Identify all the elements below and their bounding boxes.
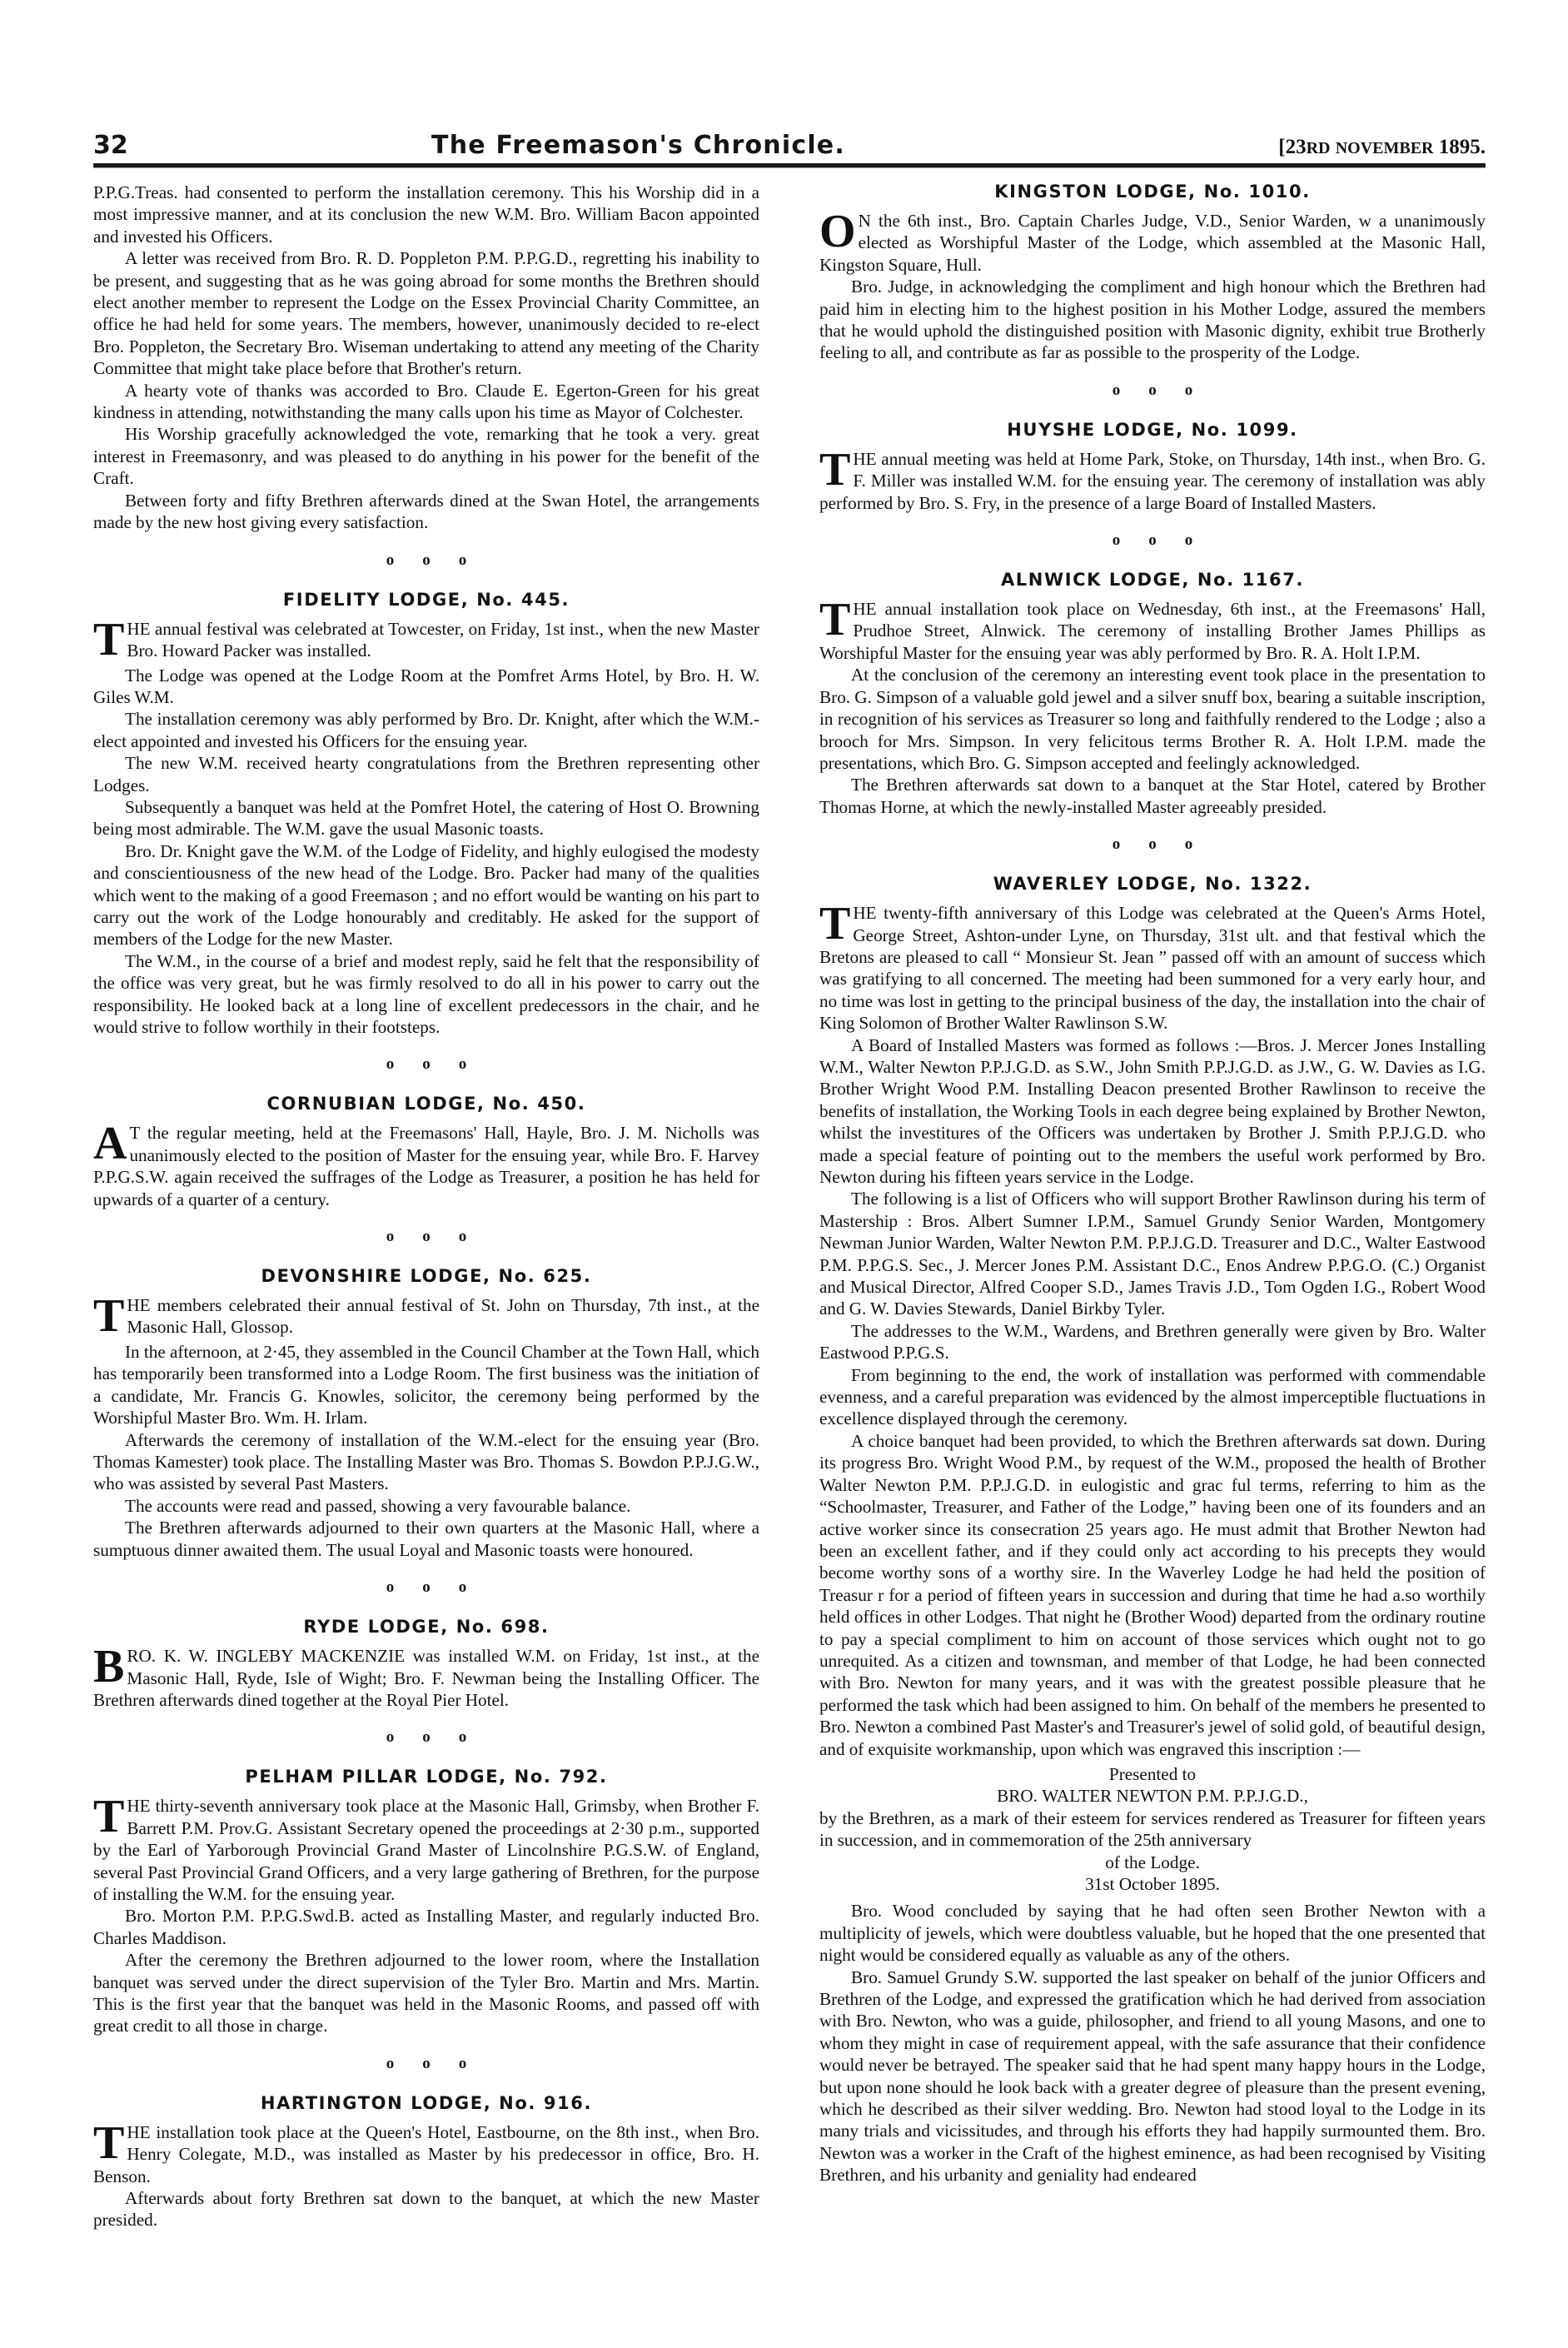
lead-paragraph: THE members celebrated their annual festival of St. John on Thursday, 7th inst., at the Masonic Hall, Glossop.	[93, 1290, 759, 1343]
paragraph: After the ceremony the Brethren adjourned to the lower room, where the Installation banquet was served under the direct supervision of the Tyler Bro. Martin and Mrs. Martin. This is the first year that the banquet was held in the Masonic Rooms, and passed off with great credit to all those in charge.	[93, 1950, 759, 2036]
paragraph: A choice banquet had been provided, to which the Brethren afterwards sat down. During its progress Bro. Wright Wood P.M., by request of the W.M., proposed the health of Brother Walter Newton P.M. P.P.J.G.D. in eulogistic and grac ful terms, referring to him as the “Schoolmaster, Treasurer, and Father of the Lodge,” having been one of its founders and an active worker since its consecration 25 years ago. He must admit that Brother Newton had been an excellent father, and if they could only act according to his precepts they would become worthy sons of a worthy sire. In the Waverley Lodge he had held the position of Treasur r for a period of fifteen years in succession and during that time he had a.so worthily held offices in other Lodges. That night he (Brother Wood) departed from the ordinary routine to pay a special compliment to him on account of those services which ought not to go unrequited. As a citizen and townsman, and member of that Lodge, he had been connected with Bro. Newton for many years, and it was with the greatest possible pleasure that he performed the task which had been assigned to him. On behalf of the members he presented to Bro. Newton a combined Past Master's and Treasurer's jewel of solid gold, of beautiful design, and of exquisite workmanship, upon which was engraved this inscription :—	[819, 1430, 1486, 1759]
lead-paragraph: THE annual installation took place on Wednesday, 6th inst., at the Freemasons' Hall, Prudhoe Street, Alnwick. The ceremony of installing Brother James Phillips as Worshipful Master for the ensuing year was ably performed by Bro. R. A. Holt I.P.M.	[819, 594, 1486, 663]
paragraph: The addresses to the W.M., Wardens, and Brethren generally were given by Bro. Walter Eastwood P.P.G.S.	[819, 1320, 1486, 1363]
right-column	[819, 182, 1486, 2231]
lodge-heading: FIDELITY LODGE, No. 445.	[282, 589, 570, 610]
section-divider: ooo	[386, 1055, 495, 1074]
paragraph: The new W.M. received hearty congratulations from the Brethren representing other Lodges.	[93, 753, 759, 795]
inscription-line-lodge: of the Lodge.	[1105, 1852, 1200, 1872]
paragraph: The Brethren afterwards sat down to a banquet at the Star Hotel, catered by Brother Thomas Horne, at which the newly-installed Master agreeably presided.	[819, 775, 1486, 817]
section-divider: ooo	[1112, 531, 1222, 550]
drop-cap: T	[819, 898, 851, 950]
paragraph: At the conclusion of the ceremony an interesting event took place in the presentation to Bro. G. Simpson of a valuable gold jewel and a silver snuff box, bearing a suitable inscription, in recognition of his services as Treasurer so long and faithfully rendered to the Lodge ; also a brooch for Mrs. Simpson. In very felicitous terms Brother R. A. Holt I.P.M. made the presentations, which Bro. G. Simpson accepted and feelingly acknowledged.	[819, 665, 1486, 773]
paragraph: The accounts were read and passed, showing a very favourable balance.	[125, 1495, 631, 1516]
paragraph: A Board of Installed Masters was formed as follows :—Bros. J. Mercer Jones Installing W.M., Walter Newton P.P.J.G.D. as S.W., John Smith P.P.J.G.D. as J.W., G. W. Davies as I.G. Brother Wright Wood P.M. Installing Deacon presented Brother Rawlinson to receive the benefits of installation, the Working Tools in each degree being explained by Brother Newton, whilst the investitures of the Officers was undertaken by Brother J. Smith P.P.J.G.D. who made a special feature of pointing out to the members the useful work performed by Bro. Newton during his fifteen years service in the Lodge.	[819, 1034, 1486, 1187]
lead-paragraph: THE annual festival was celebrated at Towcester, on Friday, 1st inst., when the new Master Bro. Howard Packer was installed.	[93, 613, 759, 666]
continued-paragraph: A hearty vote of thanks was accorded to Bro. Claude E. Egerton-Green for his great kindness in attending, notwithstanding the many calls upon his time as Mayor of Colchester.	[93, 380, 759, 423]
inscription-bro-prefix: BRO.	[997, 1786, 1043, 1807]
paragraph: Afterwards about forty Brethren sat down to the banquet, at which the new Master presided.	[93, 2188, 759, 2231]
masthead-rule	[93, 163, 1486, 167]
lodge-heading: PELHAM PILLAR LODGE, No. 792.	[245, 1767, 608, 1787]
lead-paragraph: THE thirty-seventh anniversary took place at the Masonic Hall, Grimsby, when Brother F. Barrett P.M. Prov.G. Assistant Secretary opened the proceedings at 2·30 p.m., supported by the Earl of Yarborough Provincial Grand Master of Lincolnshire P.G.S.W. of England, several Past Provincial Grand Officers, and a very large gathering of Brethren, for the purpose of installing the W.M. for the ensuing year.	[93, 1791, 759, 1904]
page-number: 32	[93, 131, 128, 160]
drop-cap: T	[93, 613, 125, 666]
paragraph: From beginning to the end, the work of installation was performed with commendable evenness, and a careful preparation was evidenced by the almost imperceptible fluctuations in excellence displayed through the ceremony.	[819, 1364, 1486, 1429]
drop-cap: T	[93, 1791, 125, 1843]
paragraph: Bro. Dr. Knight gave the W.M. of the Lodge of Fidelity, and highly eulogised the modesty and conscientiousness of the new head of the Lodge. Bro. Packer had many of the qualities which went to the making of a good Freemason ; and no effort would be wanting on his part to carry out the work of the Lodge honourably and creditably. He asked for the support of members of the Lodge for the new Master.	[93, 840, 759, 950]
lodge-heading: CORNUBIAN LODGE, No. 450.	[266, 1094, 586, 1114]
left-column	[93, 182, 759, 2231]
inscription-honours: P.M. P.P.J.G.D.,	[1192, 1786, 1308, 1807]
paragraph: The Brethren afterwards adjourned to their own quarters at the Masonic Hall, where a sumptuous dinner awaited them. The usual Loyal and Masonic toasts were honoured.	[93, 1518, 759, 1560]
drop-cap: A	[93, 1118, 127, 1170]
lodge-heading: WAVERLEY LODGE, No. 1322.	[993, 874, 1312, 895]
paragraph: Bro. Morton P.M. P.P.G.Swd.B. acted as Installing Master, and regularly inducted Bro. Charles Maddison.	[93, 1906, 759, 1948]
section-divider: ooo	[386, 2054, 495, 2072]
paragraph: Bro. Wood concluded by saying that he had often seen Brother Newton with a multiplicity of jewels, which were doubtless valuable, but he hoped that the one presented that night would be considered equally as valuable as any of the others.	[819, 1901, 1486, 1966]
date-month: NOVEMBER	[1335, 139, 1434, 157]
section-divider: ooo	[386, 1228, 495, 1246]
drop-cap: T	[819, 443, 851, 496]
paragraph: The following is a list of Officers who will support Brother Rawlinson during his term of Mastership : Bros. Albert Sumner I.P.M., Samuel Grundy Senior Warden, Montgomery Newman Junior Warden, Walter Newton P.M. P.P.J.G.D. Treasurer and D.C., Walter Eastwood P.M. P.P.G.S. Sec., J. Mercer Jones P.M. Assistant D.C., Enos Andrew P.P.G.O. (C.) Organist and Musical Director, Alfred Cooper S.D., James Travis J.D., Tom Ogden I.G., Robert Wood and G. W. Davies Stewards, Daniel Birkby Tyler.	[819, 1189, 1486, 1319]
inscription-line-name	[819, 1785, 1486, 1807]
lodge-heading: HARTINGTON LODGE, No. 916.	[260, 2092, 593, 2113]
date-year: 1895.	[1438, 136, 1486, 158]
publication-title: The Freemason's Chronicle.	[431, 131, 845, 160]
drop-cap: O	[819, 206, 856, 257]
lodge-heading: DEVONSHIRE LODGE, No. 625.	[261, 1266, 592, 1287]
lodge-heading: RYDE LODGE, No. 698.	[303, 1617, 550, 1638]
lead-paragraph: A T the regular meeting, held at the Freemasons' Hall, Hayle, Bro. J. M. Nicholls was unanimously elected to the position of Master for the ensuing year, while Bro. F. Harvey P.P.G.S.W. again received the suffrages of the Lodge as Treasurer, a position he has held for upwards of a quarter of a century.	[93, 1118, 759, 1209]
issue-date	[1278, 137, 1486, 160]
section-divider: ooo	[386, 1578, 495, 1597]
drop-cap: T	[93, 1290, 125, 1343]
paragraph: The W.M., in the course of a brief and modest reply, said he felt that the responsibility of the office was very great, but he was firmly resolved to do all in his power to carry out the responsibility. He looked back at a long line of excellent predecessors in the chair, and he would strive to follow worthily in their footsteps.	[93, 950, 759, 1037]
section-divider: ooo	[386, 1728, 495, 1747]
drop-cap: B	[93, 1641, 125, 1693]
continued-paragraph: His Worship gracefully acknowledged the vote, remarking that he took a very. great interest in Freemasonry, and was pleased to do anything in his power for the benefit of the Craft.	[93, 424, 759, 489]
paragraph: The installation ceremony was ably performed by Bro. Dr. Knight, after which the W.M.-elect appointed and invested his Officers for the ensuing year.	[93, 709, 759, 751]
lead-paragraph: THE annual meeting was held at Home Park, Stoke, on Thursday, 14th inst., when Bro. G. F. Miller was installed W.M. for the ensuing year. The ceremony of installation was ably performed by Bro. S. Fry, in the presence of a large Board of Installed Masters.	[819, 443, 1486, 513]
paragraph: Bro. Judge, in acknowledging the compliment and high honour which the Brethren had paid him in electing him to the highest position in his Mother Lodge, assured the members that he would uphold the distinguished position with Masonic dignity, exhibit true Brotherly feeling to all, and contribute as far as possible to the prosperity of the Lodge.	[819, 277, 1486, 363]
lead-paragraph: O N the 6th inst., Bro. Captain Charles Judge, V.D., Senior Warden, w a unanimously elected as Worshipful Master of the Lodge, which assembled at the Masonic Hall, Kingston Square, Hull.	[819, 206, 1486, 275]
inscription-honouree: WALTER NEWTON	[1042, 1786, 1192, 1807]
inscription-line-date: 31st October 1895.	[1085, 1874, 1220, 1894]
section-divider: ooo	[1112, 381, 1222, 399]
date-ordinal: RD	[1306, 139, 1331, 157]
paragraph: The Lodge was opened at the Lodge Room at the Pomfret Arms Hotel, by Bro. H. W. Giles W.M.	[93, 665, 759, 707]
inscription-line-body: by the Brethren, as a mark of their esteem for services rendered as Treasurer for fifteen years in succession, and in commemoration of the 25th anniversary	[819, 1807, 1486, 1851]
continued-paragraph: P.P.G.Treas. had consented to perform the installation ceremony. This his Worship did in a most impressive manner, and at its conclusion the new W.M. Bro. William Bacon appointed and invested his Officers.	[93, 182, 759, 247]
date-bracket: [	[1278, 136, 1286, 158]
paragraph: Subsequently a banquet was held at the Pomfret Hotel, the catering of Host O. Browning being most admirable. The W.M. gave the usual Masonic toasts.	[93, 796, 759, 840]
paragraph: Bro. Samuel Grundy S.W. supported the last speaker on behalf of the junior Officers and Brethren of the Lodge, and expressed the gratification which he had derived from association with Bro. Newton, who was a guide, philosopher, and friend to all young Masons, and one to whom they might in case of requirement appeal, with the safe assurance that their confidence would never be betrayed. The speaker said that he had spent many happy hours in the Lodge, but upon none should he look back with a greater degree of pleasure than the present evening, which he described as their silver wedding. Bro. Newton had stood loyal to the Lodge in its many trials and vicissitudes, and through his efforts they had happily surmounted them. Bro. Newton was a worker in the Craft of the highest eminence, as had been recognised by Visiting Brethren, and his urbanity and geniality had endeared	[819, 1967, 1486, 2186]
paragraph: Afterwards the ceremony of installation of the W.M.-elect for the ensuing year (Bro. Thomas Kamester) took place. The Installing Master was Bro. Thomas S. Bowdon P.P.J.G.W., who was assisted by several Past Masters.	[93, 1429, 759, 1494]
lodge-heading: KINGSTON LODGE, No. 1010.	[994, 182, 1311, 202]
section-divider: ooo	[386, 551, 495, 569]
continued-paragraph: A letter was received from Bro. R. D. Poppleton P.M. P.P.G.D., regretting his inability to be present, and suggesting that as he was going abroad for some months the Brethren should elect another member to represent the Lodge on the Essex Provincial Charity Committee, an office he had held for some years. The members, however, unanimously decided to re-elect Bro. Poppleton, the Secretary Bro. Wiseman undertaking to attend any meeting of the Charity Committee that might take place before that Brother's return.	[93, 248, 759, 379]
paragraph: In the afternoon, at 2·45, they assembled in the Council Chamber at the Town Hall, which has temporarily been transformed into a Lodge Room. The first business was the initiation of a candidate, Mr. Francis G. Knowles, solicitor, the ceremony being performed by the Worshipful Master Bro. Wm. H. Irlam.	[93, 1342, 759, 1428]
masthead	[93, 108, 1486, 160]
continued-paragraph: Between forty and fifty Brethren afterwards dined at the Swan Hotel, the arrangements made by the new host giving every satisfaction.	[93, 490, 759, 533]
article-columns	[93, 182, 1486, 2231]
jewel-inscription	[819, 1760, 1486, 1900]
lead-paragraph: THE installation took place at the Queen's Hotel, Eastbourne, on the 8th inst., when Bro. Henry Colegate, M.D., was installed as Master by his predecessor in office, Bro. H. Benson.	[93, 2116, 759, 2186]
lodge-heading: ALNWICK LODGE, No. 1167.	[1000, 570, 1305, 591]
date-day: 23	[1285, 136, 1307, 158]
section-divider: ooo	[1112, 835, 1222, 854]
drop-cap: T	[93, 2116, 125, 2169]
lead-paragraph: BRO. K. W. INGLEBY MACKENZIE was installed W.M. on Friday, 1st inst., at the Masonic Hall, Ryde, Isle of Wight; Bro. F. Newman being the Installing Officer. The Brethren afterwards dined together at the Royal Pier Hotel.	[93, 1641, 759, 1710]
drop-cap: T	[819, 594, 851, 646]
lead-paragraph: THE twenty-fifth anniversary of this Lodge was celebrated at the Queen's Arms Hotel, George Street, Ashton-under Lyne, on Thursday, 31st ult. and that festival which the Bretons are pleased to call “ Monsieur St. Jean ” passed off with an amount of success which was gratifying to all concerned. The meeting had been summoned for a very early hour, and no time was lost in getting to the principal business of the day, the installation into the chair of King Solomon of Brother Walter Rawlinson S.W.	[819, 898, 1486, 1034]
inscription-line-presented: Presented to	[1108, 1763, 1197, 1784]
lodge-heading: HUYSHE LODGE, No. 1099.	[1007, 419, 1298, 440]
